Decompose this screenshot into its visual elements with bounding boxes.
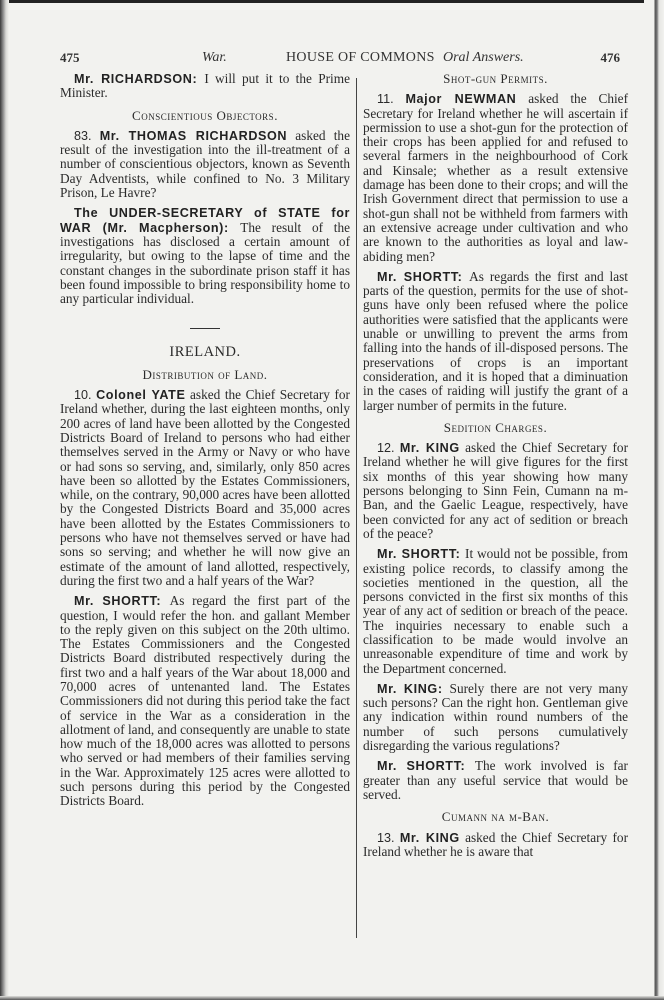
question-text: asked the Chief Secretary for Ireland whether, during the last eighteen months, only 200 acres of land have been allotted by the Congested Districts Board of Ireland to persons who had either themselves served in the Army or Navy or who have or had sons so serving, and, similarly, only 850 acres have been so allotted by the Estates Commissioners, while, on the contrary, 90,000 acres have been allotted by the Congested Districts Board and 35,000 acres have been allotted by the Estates Commissioners to persons who have not themselves served or have had sons so serving; and whether he will now give an estimate of the amount of land allotted, respectively, during the first two and a half years of the War? [60,387,350,588]
speaker-name: Mr. RICHARDSON [74,72,193,86]
answer-paragraph: The UNDER-SECRETARY of STATE for WAR (Mr. Macpherson): The result of the investigations has disclosed a certain amount of irregularity, but owing to the lapse of time and the constant changes in the subordinate prison staff it has been found impossible to bring responsibility home to any particular individual. [60,206,350,307]
speech-text: Surely there are not very many such persons? Can the right hon. Gentleman give any indication within round numbers of the number of such persons cumulatively disregarding the various regulations? [363,680,628,754]
answer-text: It would not be possible, from existing police records, to classify among the societies mentioned in the question, all the persons convicted in the first six months of this year of any act of sedition or breach of the peace. The inquiries necessary to enable such a classification to be made would involve an unreasonable expenditure of time and work by the Department concerned. [363,546,628,676]
question-number: 12. [377,441,395,456]
answer-paragraph: Mr. SHORTT: As regards the first and last parts of the question, permits for the use of shot-guns have only been refused where the police authorities were satisfied that the applicants were unable or unwilling to prevent the arms from falling into the hands of ill-disposed persons. The preservations of crops is an important consideration, and it is hoped that a diminuation in the cases of raiding will justify the grant of a larger number of permits in the future. [363,268,628,413]
question-text: asked the Chief Secretary for Ireland whether he will ascertain if permission to use a shot-gun for the protection of their crops has been applied for and refused to several farmers in the neighbourhood of Cork and Kinsale; whether as a result extensive damage has been done to their crops; and will the Irish Government direct that permission to use a shot-gun shall not be withheld from farmers with an extensive acreage under cultivation and who are known to the authorities as loyal and law-abiding men? [363,91,629,264]
answer-paragraph: Mr. SHORTT: The work involved is far greater than any useful service that would be served. [363,758,628,802]
speaker-name: Mr. KING [377,681,438,696]
subject-heading: Conscientious Objectors. [132,107,278,123]
publication-title: HOUSE OF COMMONS [286,50,435,65]
speaker-name: Mr. KING [399,830,460,845]
section-label-left: War. [202,50,227,65]
subject-heading: Distribution of Land. [142,366,268,382]
speaker-name: Mr. SHORTT [377,759,461,774]
running-head [60,44,630,64]
question-paragraph [363,92,628,264]
hansard-page [60,44,630,859]
answer-paragraph: Mr. SHORTT: It would not be possible, from existing police records, to classify among the societies mentioned in the question, all the persons convicted in the first six months of this year of any act of sedition or breach of the peace. The inquiries necessary to enable such a classification to be made would involve an unreasonable expenditure of time and work by the Department concerned. [363,546,628,676]
question-number: 10. [74,388,92,403]
scan-edge-top [0,0,664,3]
question-number: 83. [74,128,92,143]
scan-edge-left [0,0,9,1000]
speaker-name: Mr. SHORTT [377,269,458,284]
answer-text: As regard the first part of the question, I would refer the hon. and gallant Member to the reply given on this subject on the 20th ultimo. The Estates Commissioners and the Congested Districts Board distributed respectively during the first two and a half years of the War about 18,000 and 70,000 acres of untenanted land. The Estates Commissioners did not during this period take the fact of service in the War as a consideration in the allotment of land, and consequently are unable to state how much of the 18,000 acres was allotted to persons who served or had members of their families serving in the War. Approximately 125 acres were allotted to such persons during this period by the Congested Districts Board. [60,593,350,809]
left-column [60,72,350,815]
question-paragraph [60,129,350,200]
speaker-name: Mr. SHORTT [74,594,157,609]
answer-text: The work involved is far greater than any useful service that would be served. [363,758,628,802]
section-label-right: Oral Answers. [443,50,524,65]
speaker-name: Mr. KING [399,441,460,456]
question-text: asked the Chief Secretary for Ireland whether he will give figures for the first six months of this year showing how many persons belonging to Sinn Fein, Cumann na m-Ban, and the Gaelic League, respectively, have been convicted for any act of sedition or breach of the peace? [363,440,628,541]
question-text: asked the result of the investigation into the ill-treatment of a number of conscientious objectors, known as Seventh Day Adventists, while confined to No. 3 Military Prison, Le Havre? [60,127,350,201]
speaker-name: Colonel YATE [96,388,186,403]
answer-text: The result of the investigations has disclosed a certain amount of irregularity, but owing to the lapse of time and the constant changes in the subordinate prison staff it has been found impossible to bring responsibility home to any particular individual. [60,219,350,307]
subject-heading: Cumann na m-Ban. [441,809,550,825]
question-number: 13. [377,830,395,845]
column-divider [356,78,357,938]
speech-paragraph: Mr. RICHARDSON: I will put it to the Prime Minister. [60,71,350,101]
right-column [363,72,628,865]
question-paragraph [363,831,628,860]
page-number-left: 475 [60,50,80,65]
scan-edge-bottom [0,996,664,1000]
scan-edge-right [644,0,664,1000]
speaker-name: Mr. SHORTT [377,547,456,562]
answer-paragraph: Mr. SHORTT: As regard the first part of the question, I would refer the hon. and gallant Member to the reply given on this subject on the 20th ultimo. The Estates Commissioners and the Congested Districts Board distributed respectively during the first two and a half years of the War about 18,000 and 70,000 acres of untenanted land. The Estates Commissioners did not during this period take the fact of service in the War as a consideration in the allotment of land, and consequently are unable to state how much of the 18,000 acres was allotted to persons who served or had members of their families serving in the War. Approximately 125 acres were allotted to such persons during this period by the Congested Districts Board. [60,593,350,809]
question-text: asked the Chief Secretary for Ireland whether he is aware that [363,829,628,859]
page-number-right: 476 [600,50,620,65]
section-heading: IRELAND. [169,344,241,361]
section-rule [190,328,220,329]
supplementary-question-paragraph: Mr. KING: Surely there are not very many such persons? Can the right hon. Gentleman give any indication within round numbers of the number of such persons cumulatively disregarding the various regulations? [363,680,628,754]
speaker-name: The UNDER-SECRETARY of STATE for WAR (Mr. Macpherson) [60,206,350,235]
question-paragraph [363,441,628,541]
subject-heading: Sedition Charges. [443,419,548,435]
answer-text: As regards the first and last parts of the question, permits for the use of shot-guns have only been refused where the police authorities were satisfied that the applicants were unable or unwilling to prevent the arms from falling into the hands of ill-disposed persons. The preservations of crops is an important consideration, and it is hoped that a diminuation in the cases of raiding will justify the grant of a larger number of permits in the future. [363,268,628,413]
subject-heading: Shot-gun Permits. [443,71,548,86]
question-paragraph [60,388,350,588]
speaker-name: Major NEWMAN [405,92,517,107]
speech-text: I will put it to the Prime Minister. [60,71,350,101]
speaker-name: Mr. THOMAS RICHARDSON [99,128,288,143]
question-number: 11. [377,92,394,107]
